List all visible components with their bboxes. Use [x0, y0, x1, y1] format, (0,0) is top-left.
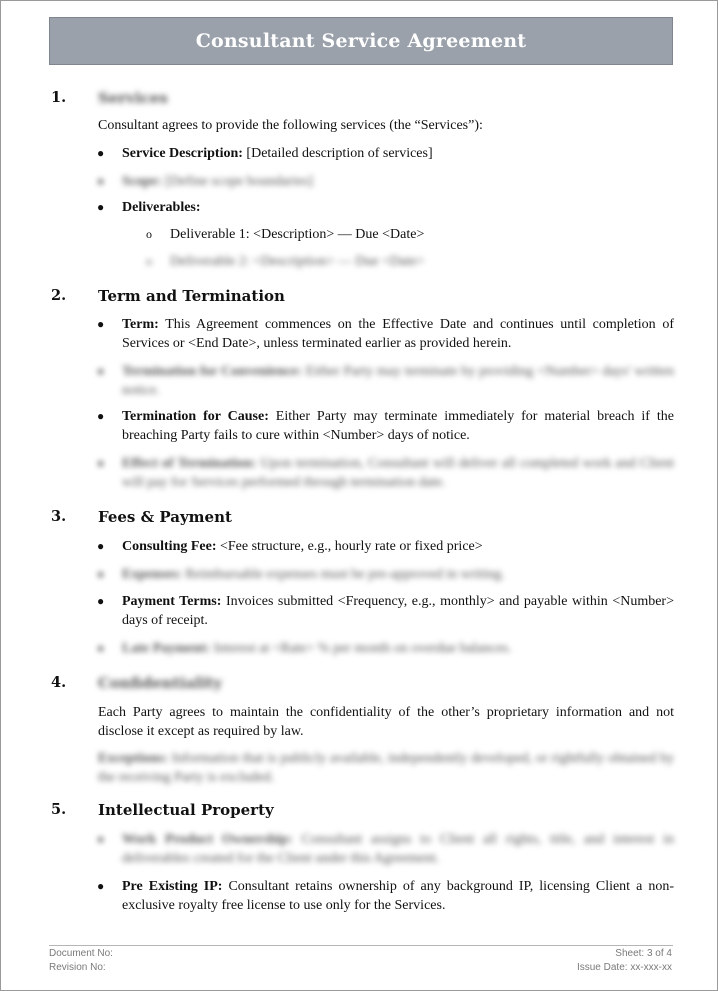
item-text: Reimbursable expenses must be pre-approved in writing. — [181, 567, 505, 582]
list-item — [122, 315, 674, 353]
bullet-icon: ● — [97, 879, 105, 893]
item-label: Consulting Fee: — [122, 539, 217, 554]
title-banner — [49, 17, 673, 65]
section-3-title: Fees & Payment — [98, 508, 232, 526]
deliverable-item-blurred: Deliverable 2: <Description> — Due <Date> — [170, 254, 425, 269]
item-text: This Agreement commences on the Effective Date and continues until completion of Services or <End Date>, unless terminated earlier as provided herein. — [122, 317, 674, 351]
bullet-icon: ● — [97, 567, 105, 581]
item-label: Work Product Ownership: — [122, 832, 293, 847]
bullet-icon: ● — [97, 456, 105, 470]
item-label: Payment Terms: — [122, 594, 222, 609]
section-2-number: 2. — [51, 287, 67, 304]
item-text: Upon termination, Consultant will deliver all completed work and Client will pay for Services performed through termination date. — [122, 456, 674, 490]
section-1-title: Services — [98, 89, 168, 107]
sub-bullet-icon: o — [146, 254, 152, 268]
section-2-title: Term and Termination — [98, 287, 285, 305]
item-label: Term: — [122, 317, 159, 332]
item-label: Termination for Cause: — [122, 409, 269, 424]
bullet-icon: ● — [97, 539, 105, 553]
item-label: Deliverables: — [122, 200, 201, 215]
bullet-icon: ● — [97, 146, 105, 160]
item-label: Expenses: — [122, 567, 182, 582]
list-item — [122, 407, 674, 445]
document-title: Consultant Service Agreement — [195, 30, 527, 52]
bullet-icon: ● — [97, 174, 105, 188]
bullet-icon: ● — [97, 409, 105, 423]
item-text: Invoices submitted <Frequency, e.g., monthly> and payable within <Number> days of receipt. — [122, 594, 674, 628]
bullet-icon: ● — [97, 317, 105, 331]
item-text: Interest at <Rate> % per month on overdue balances. — [210, 641, 512, 656]
section-4-title: Confidentiality — [98, 674, 223, 692]
deliverable-item: Deliverable 1: <Description> — Due <Date> — [170, 227, 425, 242]
item-label: Effect of Termination: — [122, 456, 257, 471]
section-4-paragraph: Each Party agrees to maintain the confidentiality of the other’s proprietary information and not disclose it except as required by law. — [98, 705, 674, 739]
item-text: Consultant assigns to Client all rights, title, and interest in deliverables created for the Client under this Agreement. — [122, 832, 674, 866]
item-text: [Define scope boundaries] — [161, 174, 313, 189]
document-number: Document No: — [49, 948, 113, 959]
section-4-number: 4. — [51, 674, 67, 691]
list-item-blurred — [122, 172, 313, 191]
section-1-number: 1. — [51, 89, 67, 106]
section-4-paragraph-blurred — [98, 749, 674, 787]
bullet-icon: ● — [97, 641, 105, 655]
revision-number: Revision No: — [49, 962, 106, 973]
list-item — [122, 877, 674, 915]
item-text: [Detailed description of services] — [242, 146, 433, 161]
list-item — [122, 592, 674, 630]
list-item-blurred — [122, 362, 674, 400]
item-label: Scope: — [122, 174, 162, 189]
section-1-intro: Consultant agrees to provide the following services (the “Services”): — [98, 118, 483, 133]
item-label: Pre Existing IP: — [122, 879, 223, 894]
list-item-blurred — [122, 454, 674, 492]
list-item-blurred — [122, 830, 674, 868]
section-3-number: 3. — [51, 508, 67, 525]
bullet-icon: ● — [97, 594, 105, 608]
list-item — [122, 198, 674, 217]
bullet-icon: ● — [97, 832, 105, 846]
item-text: <Fee structure, e.g., hourly rate or fixed price> — [216, 539, 483, 554]
list-item-blurred — [122, 639, 674, 658]
item-label: Termination for Convenience: — [122, 364, 303, 379]
bullet-icon: ● — [97, 364, 105, 378]
sheet-number: Sheet: 3 of 4 — [615, 948, 672, 959]
item-text: Information that is publicly available, independently developed, or rightfully obtained by the receiving Party is excluded. — [98, 751, 674, 785]
list-item — [122, 144, 674, 163]
issue-date: Issue Date: xx-xxx-xx — [576, 962, 672, 973]
item-label: Exceptions: — [98, 751, 168, 766]
footer-divider — [49, 945, 673, 946]
item-text: Either Party may terminate by providing <Number> days' written notice. — [122, 364, 674, 398]
bullet-icon: ● — [97, 200, 105, 214]
item-text: Either Party may terminate immediately for material breach if the breaching Party fails to cure within <Number> days of notice. — [122, 409, 674, 443]
section-5-title: Intellectual Property — [98, 801, 274, 819]
item-label: Late Payment: — [122, 641, 211, 656]
list-item-blurred — [122, 565, 674, 584]
section-5-number: 5. — [51, 801, 67, 818]
item-label: Service Description: — [122, 146, 243, 161]
list-item — [122, 537, 674, 556]
item-text: Consultant retains ownership of any background IP, licensing Client a non-exclusive royalty free license to use only for the Services. — [122, 879, 674, 913]
sub-bullet-icon: o — [146, 227, 152, 241]
